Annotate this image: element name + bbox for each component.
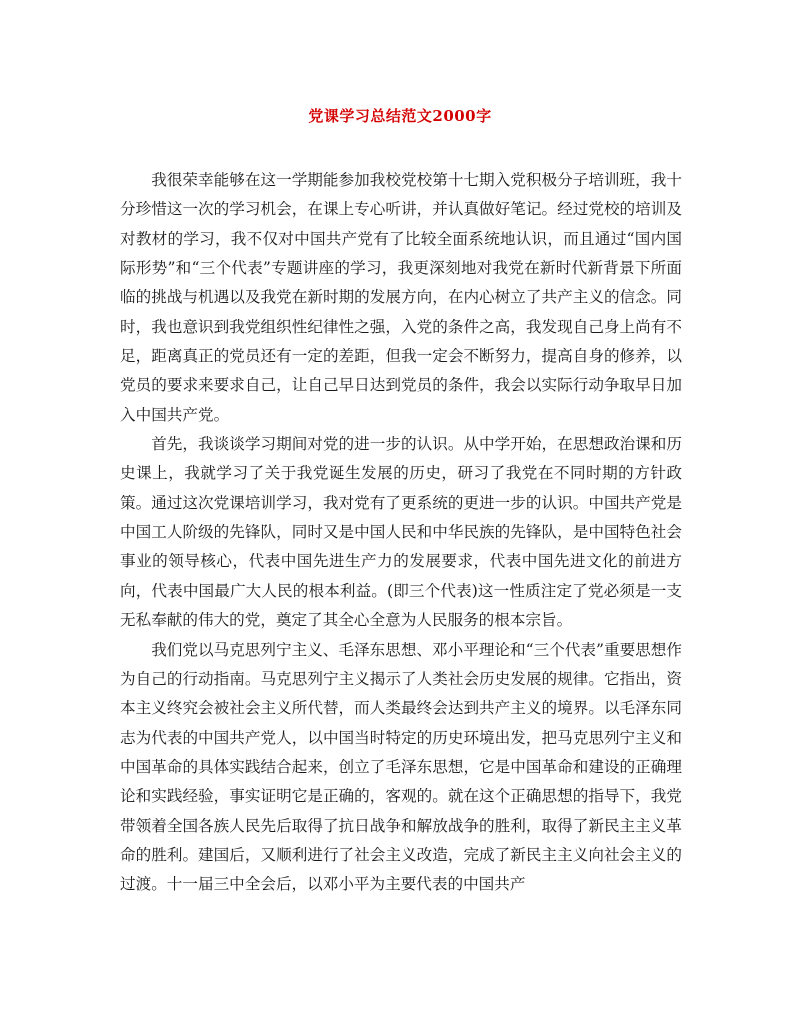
document-title: 党课学习总结范文2000字: [308, 107, 492, 125]
paragraph-2: 首先，我谈谈学习期间对党的进一步的认识。从中学开始，在思想政治课和历史课上，我就学习了关于我党诞生发展的历史，研习了我党在不同时期的方针政策。通过这次党课培训学习，我对党有了更系统的更进一步的认识。中国共产党是中国工人阶级的先锋队，同时又是中国人民和中华民族的先锋队，是中国特色社会事业的领导核心，代表中国先进生产力的发展要求，代表中国先进文化的前进方向，代表中国最广大人民的根本利益。(即三个代表)这一性质注定了党必须是一支无私奉献的伟大的党，奠定了其全心全意为人民服务的根本宗旨。: [120, 435, 682, 630]
document-body: [120, 166, 682, 900]
paragraph-3: 我们党以马克思列宁主义、毛泽东思想、邓小平理论和“三个代表”重要思想作为自己的行动指南。马克思列宁主义揭示了人类社会历史发展的规律。它指出，资本主义终究会被社会主义所代替，而人类最终会达到共产主义的境界。以毛泽东同志为代表的中国共产党人，以中国当时特定的历史环境出发，把马克思列宁主义和中国革命的具体实践结合起来，创立了毛泽东思想，它是中国革命和建设的正确理论和实践经验，事实证明它是正确的，客观的。就在这个正确思想的指导下，我党带领着全国各族人民先后取得了抗日战争和解放战争的胜利，取得了新民主主义革命的胜利。建国后，又顺利进行了社会主义改造，完成了新民主主义向社会主义的过渡。十一届三中全会后，以邓小平为主要代表的中国共产: [120, 640, 682, 894]
paragraph-1: 我很荣幸能够在这一学期能参加我校党校第十七期入党积极分子培训班，我十分珍惜这一次的学习机会，在课上专心听讲，并认真做好笔记。经过党校的培训及对教材的学习，我不仅对中国共产党有了比较全面系统地认识，而且通过“国内国际形势”和“三个代表”专题讲座的学习，我更深刻地对我党在新时代新背景下所面临的挑战与机遇以及我党在新时期的发展方向，在内心树立了共产主义的信念。同时，我也意识到我党组织性纪律性之强，入党的条件之高，我发现自己身上尚有不足，距离真正的党员还有一定的差距，但我一定会不断努力，提高自身的修养，以党员的要求来要求自己，让自己早日达到党员的条件，我会以实际行动争取早日加入中国共产党。: [120, 171, 682, 424]
